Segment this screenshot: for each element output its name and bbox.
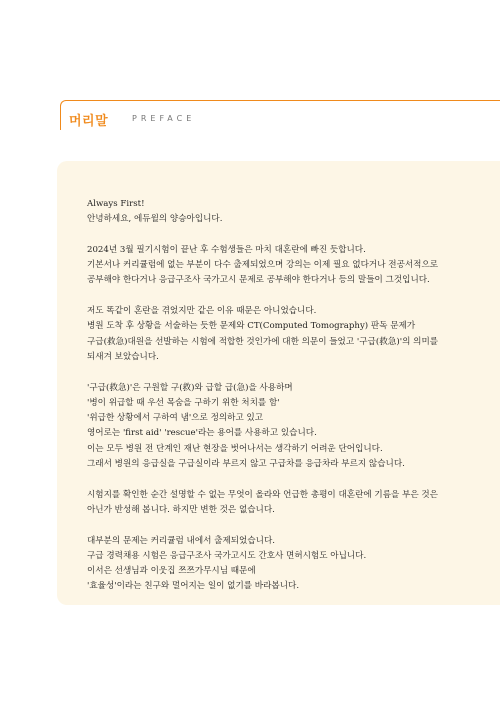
- text-line: 되새겨 보았습니다.: [87, 351, 159, 362]
- text-line: 병원 도착 후 상황을 서술하는 듯한 문제와 CT(Computed Tomography) 판독 문제가: [87, 321, 416, 332]
- preface-header: [60, 100, 500, 130]
- text-line: 2024년 3월 필기시험이 끝난 후 수험생들은 마치 대혼란에 빠진 듯합니다.: [87, 244, 366, 255]
- text-line: 안녕하세요, 에듀윌의 양승아입니다.: [87, 214, 223, 225]
- text-line: 영어로는 'first aid' 'rescue'라는 용어를 사용하고 있습니다.: [87, 428, 317, 439]
- paragraph-greeting: [87, 197, 487, 228]
- text-line: 이서은 선생님과 이웃집 쯔쯔가무시님 때문에: [87, 566, 256, 577]
- page-subtitle: PREFACE: [132, 114, 196, 123]
- text-line: '구급(救急)'은 구원할 구(救)와 급할 급(急)을 사용하며: [87, 382, 293, 393]
- text-line: '위급한 상황에서 구하여 냄'으로 정의하고 있고: [87, 413, 264, 424]
- text-line: 대부분의 문제는 커리큘럼 내에서 출제되었습니다.: [87, 535, 275, 546]
- text-line: Always First!: [87, 199, 145, 209]
- text-line: 저도 똑같이 혼란을 겪었지만 같은 이유 때문은 아니었습니다.: [87, 306, 317, 317]
- text-line: 아닌가 반성해 봅니다. 하지만 변한 것은 없습니다.: [87, 504, 275, 515]
- preface-body: [87, 197, 487, 610]
- text-line: 공부해야 한다거나 응급구조사 국가고시 문제로 공부해야 한다거나 등의 말들이 그것입니다.: [87, 275, 430, 286]
- text-line: '병이 위급할 때 우선 목숨을 구하기 위한 처치를 함': [87, 397, 280, 408]
- paragraph-definition: [87, 381, 487, 473]
- text-line: '효율성'이라는 친구와 멀어지는 일이 없기를 바라봅니다.: [87, 581, 300, 592]
- paragraph-reflection: [87, 488, 487, 519]
- paragraph-closing: [87, 534, 487, 595]
- header-rule: [60, 100, 500, 130]
- paragraph-exam: [87, 243, 487, 289]
- page-title: 머리말: [69, 114, 109, 129]
- text-line: 그래서 병원의 응급실을 구급실이라 부르지 않고 구급차를 응급차라 부르지 않습니다.: [87, 459, 405, 470]
- text-line: 구급 경력채용 시험은 응급구조사 국가고시도 간호사 면허시험도 아닙니다.: [87, 550, 367, 561]
- text-line: 시험지를 확인한 순간 설명할 수 없는 무엇이 올라와 언급한 총평이 대혼란에 기름을 부은 것은: [87, 489, 438, 500]
- text-line: 구급(救急)대원을 선발하는 시험에 적합한 것인가에 대한 의문이 들었고 '구급(救急)'의 의미를: [87, 336, 439, 347]
- paragraph-confusion: [87, 304, 487, 365]
- text-line: 기본서나 커리큘럼에 없는 부분이 다수 출제되었으며 강의는 이제 필요 없다거나 전공서적으로: [87, 260, 439, 271]
- text-line: 이는 모두 병원 전 단계인 재난 현장을 벗어나서는 생각하기 어려운 단어입니다.: [87, 443, 383, 454]
